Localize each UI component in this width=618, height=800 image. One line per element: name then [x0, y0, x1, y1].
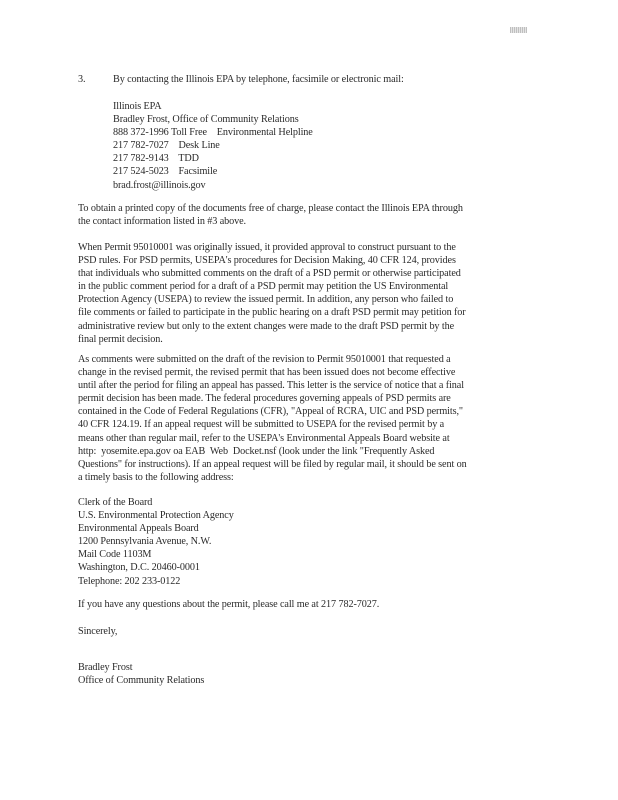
paragraph-line: final permit decision. — [78, 333, 163, 345]
contact-email: brad.frost@illinois.gov — [113, 179, 206, 191]
contact-line: 888 372-1996 Toll Free Environmental Helpline — [113, 127, 313, 139]
address-line: Mail Code 1103M — [78, 549, 152, 561]
signer-name: Bradley Frost — [78, 662, 133, 673]
address-line: Telephone: 202 233-0122 — [78, 575, 181, 587]
address-line: U.S. Environmental Protection Agency — [78, 510, 234, 522]
signer-title: Office of Community Relations — [78, 675, 205, 687]
address-line: 1200 Pennsylvania Avenue, N.W. — [78, 536, 212, 548]
paragraph-line: Questions" for instructions). If an appeal request will be filed by regular mail, it should be sent on — [78, 458, 467, 470]
paragraph-psd-rules — [78, 241, 548, 346]
paragraph-line: permit decision has been made. The federal procedures governing appeals of PSD permits are — [78, 393, 451, 405]
paragraph-line: the contact information listed in #3 above. — [78, 216, 246, 228]
paragraph-line: until after the period for filing an appeal has passed. This letter is the service of notice that a final — [78, 380, 464, 392]
paragraph-line: administrative review but only to the extent changes were made to the draft PSD permit by the — [78, 320, 455, 332]
paragraph-line: If you have any questions about the permit, please call me at 217 782-7027. — [78, 599, 380, 610]
item-number: 3. — [78, 74, 86, 85]
paragraph-line: Protection Agency (USEPA) to review the issued permit. In addition, any person who failed to — [78, 294, 454, 306]
paragraph-line: 40 CFR 124.19. If an appeal request will be submitted to USEPA for the revised permit by a — [78, 419, 445, 431]
paragraph-line: http: yosemite.epa.gov oa EAB Web Docket.nsf (look under the link "Frequently Asked — [78, 445, 435, 457]
contact-line: Bradley Frost, Office of Community Relations — [113, 114, 299, 126]
address-line: Clerk of the Board — [78, 497, 153, 508]
contact-line: 217 524-5023 Facsimile — [113, 166, 218, 178]
contact-line: 217 782-9143 TDD — [113, 153, 199, 165]
paragraph-line: a timely basis to the following address: — [78, 471, 234, 483]
paragraph-line: PSD rules. For PSD permits, USEPA's procedures for Decision Making, 40 CFR 124, provides — [78, 255, 456, 267]
contact-line: Illinois EPA — [113, 101, 162, 112]
address-line: Environmental Appeals Board — [78, 523, 199, 535]
paragraph-printed-copy — [78, 202, 548, 228]
item-lead-text: By contacting the Illinois EPA by telephone, facsimile or electronic mail: — [113, 74, 404, 85]
contact-block — [113, 100, 313, 192]
paragraph-line: means other than regular mail, refer to the USEPA's Environmental Appeals Board website at — [78, 432, 450, 444]
mailing-address — [78, 496, 548, 588]
paragraph-line: When Permit 95010001 was originally issued, it provided approval to construct pursuant to the — [78, 242, 456, 253]
paragraph-line: change in the revised permit, the revised permit that has been issued does not become effective — [78, 367, 456, 379]
closing-text: Sincerely, — [78, 626, 118, 637]
paragraph-line: that individuals who submitted comments on the draft of a PSD permit or otherwise participated — [78, 268, 461, 280]
page-stamp — [510, 27, 527, 33]
signature-block — [78, 661, 548, 687]
paragraph-line: contained in the Code of Federal Regulations (CFR), "Appeal of RCRA, UIC and PSD permits," — [78, 406, 463, 418]
paragraph-appeal-procedure — [78, 353, 548, 484]
paragraph-line: As comments were submitted on the draft of the revision to Permit 95010001 that requested a — [78, 354, 451, 365]
address-line: Washington, D.C. 20460-0001 — [78, 562, 200, 574]
closing-salutation — [78, 625, 548, 638]
paragraph-line: file comments or failed to participate in the public hearing on a draft PSD permit may petition for — [78, 307, 466, 319]
contact-line: 217 782-7027 Desk Line — [113, 140, 220, 152]
paragraph-questions — [78, 598, 548, 611]
paragraph-line: in the public comment period for a draft of a PSD permit may petition the US Environmental — [78, 281, 449, 293]
paragraph-line: To obtain a printed copy of the documents free of charge, please contact the Illinois EPA through — [78, 203, 463, 214]
